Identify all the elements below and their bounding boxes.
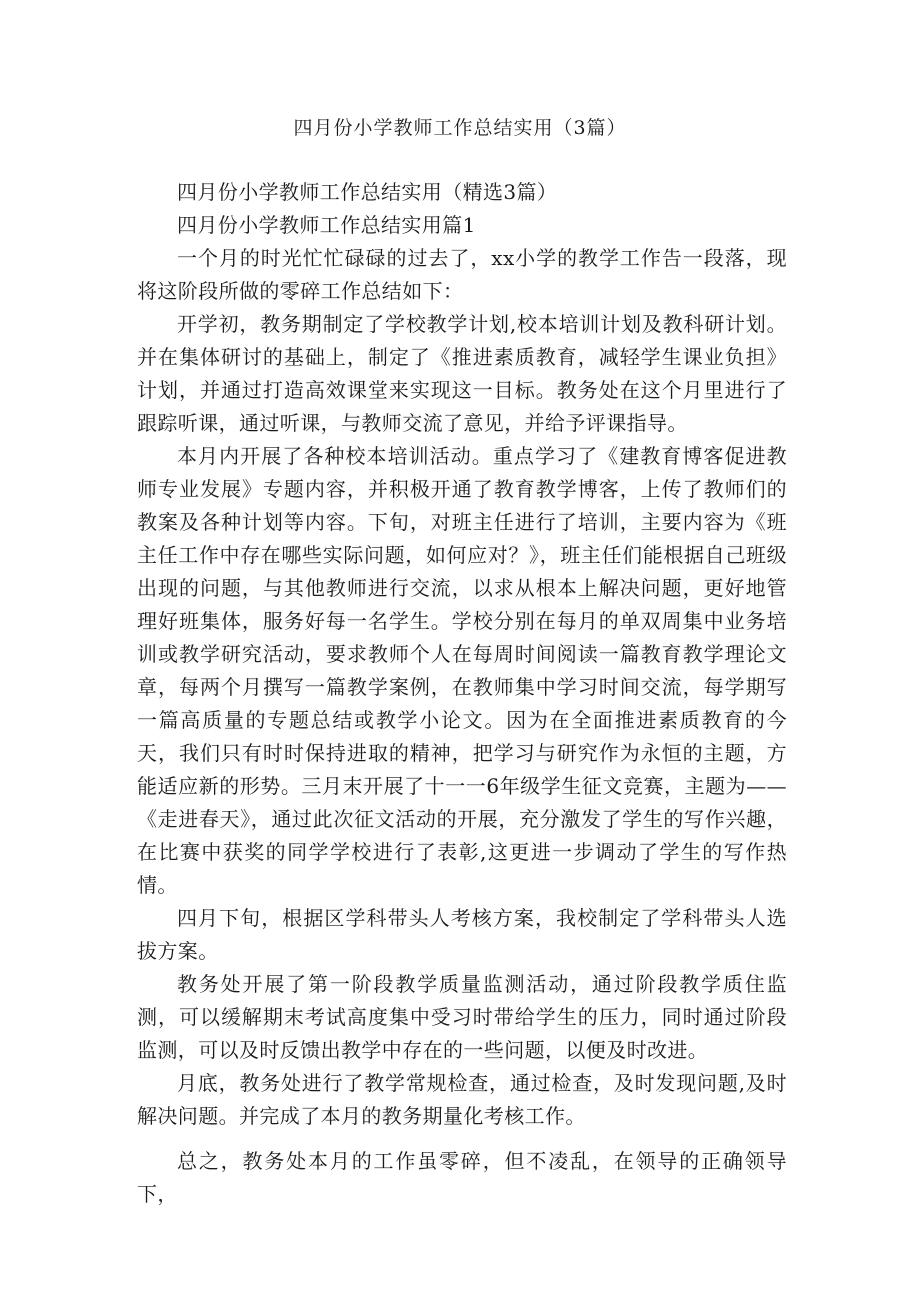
- paragraph: 总之，教务处本月的工作虽零碎，但不凌乱，在领导的正确领导下，: [137, 1149, 787, 1206]
- paragraph: 四月下旬，根据区学科带头人考核方案，我校制定了学科带头人选拔方案。: [137, 906, 787, 963]
- section-heading: 四月份小学教师工作总结实用篇1: [177, 213, 476, 237]
- paragraph: 月底，教务处进行了教学常规检查，通过检查，及时发现问题,及时解决问题。并完成了本月的教务期量化考核工作。: [137, 1071, 787, 1128]
- document-title: 四月份小学教师工作总结实用（3篇）: [293, 117, 627, 139]
- paragraph: 一个月的时光忙忙碌碌的过去了，xx小学的教学工作告一段落，现将这阶段所做的零碎工作总结如下：: [137, 246, 787, 303]
- paragraph: 教务处开展了第一阶段教学质量监测活动，通过阶段教学质住监测，可以缓解期末考试高度集中受习时带给学生的压力，同时通过阶段监测，可以及时反馈出教学中存在的一些问题，以便及时改进。: [137, 972, 787, 1062]
- paragraph: 开学初，教务期制定了学校教学计划,校本培训计划及教科研计划。并在集体研讨的基础上，制定了《推进素质教育，减轻学生课业负担》计划，并通过打造高效课堂来实现这一目标。教务处在这个月里进行了跟踪听课，通过听课，与教师交流了意见，并给予评课指导。: [137, 312, 787, 435]
- document-subtitle: 四月份小学教师工作总结实用（精选3篇）: [177, 180, 558, 204]
- document-body: [137, 176, 787, 1211]
- paragraph: 本月内开展了各种校本培训活动。重点学习了《建教育博客促进教师专业发展》专题内容，并积极开通了教育教学博客，上传了教师们的教案及各种计划等内容。下旬，对班主任进行了培训，主要内容为《班主任工作中存在哪些实际问题，如何应对？》，班主任们能根据自己班级出现的问题，与其他教师进行交流，以求从根本上解决问题，更好地管理好班集体，服务好每一名学生。学校分别在每月的单双周集中业务培训或教学研究活动，要求教师个人在每周时间阅读一篇教育教学理论文章，每两个月撰写一篇教学案例，在教师集中学习时间交流，每学期写一篇高质量的专题总结或教学小论文。因为在全面推进素质教育的今天，我们只有时时保持进取的精神，把学习与研究作为永恒的主题，方能适应新的形势。三月末开展了十一一6年级学生征文竞赛，主题为——《走进春天》，通过此次征文活动的开展，充分激发了学生的写作兴趣，在比赛中获奖的同学学校进行了表彰,这更进一步调动了学生的写作热情。: [137, 444, 787, 897]
